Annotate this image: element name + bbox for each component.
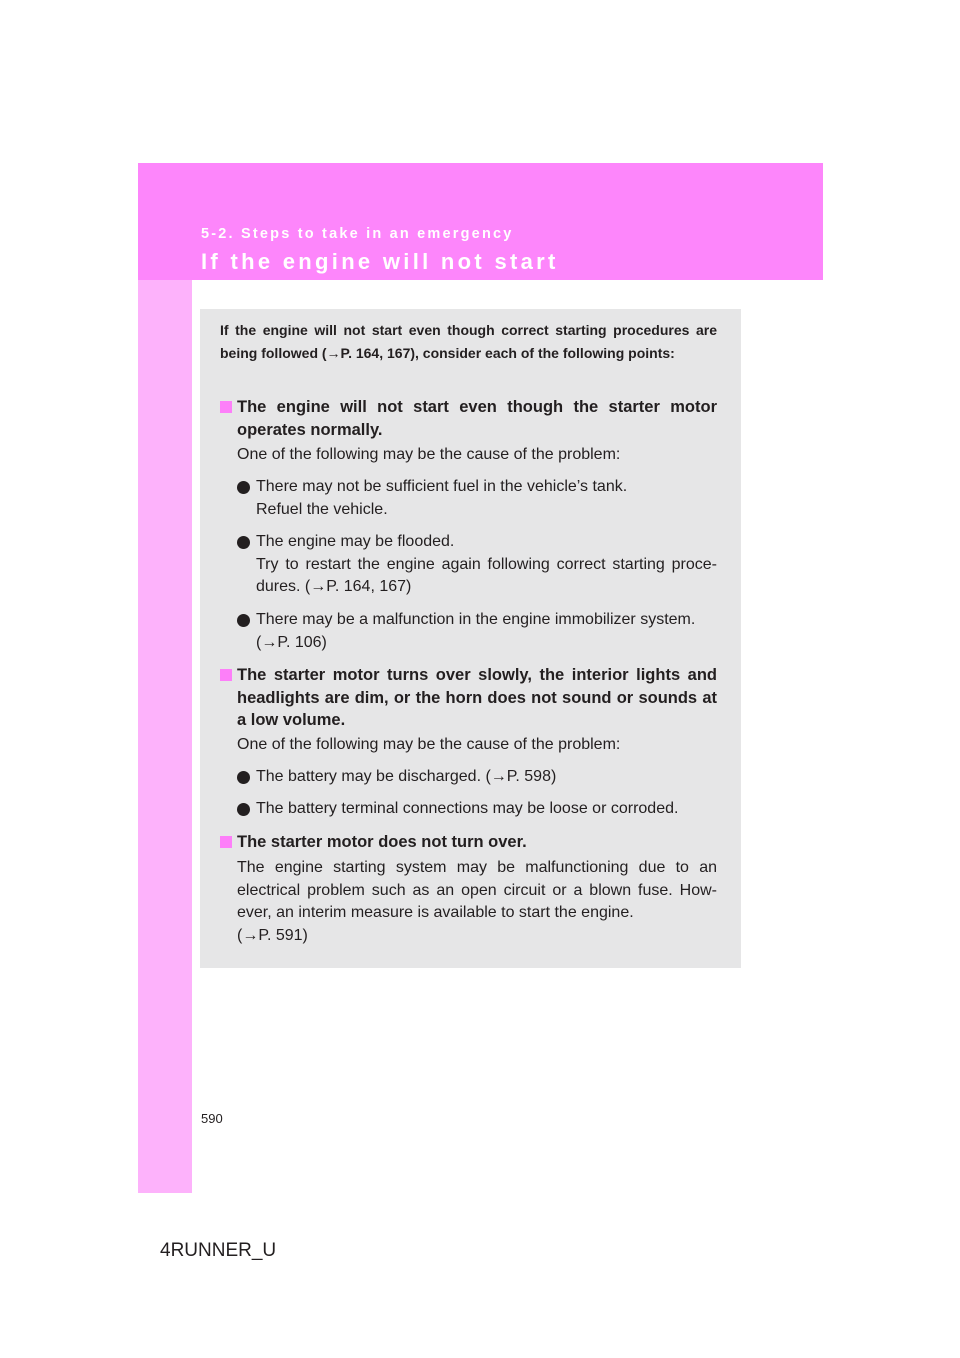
list-item <box>237 476 717 521</box>
issue-heading-text: The starter motor turns over slowly, the interior lights and headlights are dim, or the horn does not sound or sounds at a low volume. <box>237 666 717 729</box>
square-bullet-icon <box>220 401 232 413</box>
issue-heading-text: The starter motor does not turn over. <box>237 833 527 851</box>
bullet-dot-icon <box>237 803 250 816</box>
bullet-dot-icon <box>237 614 250 627</box>
square-bullet-icon <box>220 669 232 681</box>
list-item-line: Try to restart the engine again following correct starting proce-dures. (→P. 164, 167) <box>256 555 717 595</box>
page-number: 590 <box>201 1111 223 1126</box>
list-item-line: The battery terminal connections may be loose or corroded. <box>256 800 679 817</box>
square-bullet-icon <box>220 836 232 848</box>
list-item <box>237 531 717 599</box>
issue-heading <box>220 831 717 854</box>
section-label: 5-2. Steps to take in an emergency <box>201 226 514 242</box>
issue-lead: One of the following may be the cause of the problem: <box>237 446 621 463</box>
list-item-line: There may be a malfunction in the engine immobilizer system. <box>256 611 696 628</box>
list-item-line: The battery may be discharged. (→P. 598) <box>256 768 557 785</box>
issue-body: The engine starting system may be malfunctioning due to an electrical problem such as an open circuit or a blown fuse. How-ever, an interim measure is available to start the engine. <box>237 859 717 921</box>
bullet-dot-icon <box>237 481 250 494</box>
side-strip <box>138 163 192 1193</box>
list-item-line: (→P. 106) <box>256 633 327 651</box>
list-item <box>237 798 717 821</box>
page-title: If the engine will not start <box>201 249 559 274</box>
issue-heading <box>220 664 717 732</box>
bullet-dot-icon <box>237 536 250 549</box>
issue-heading-text: The engine will not start even though the starter motor operates normally. <box>237 398 717 439</box>
list-item <box>237 766 717 789</box>
list-item <box>237 609 717 654</box>
bullet-dot-icon <box>237 771 250 784</box>
list-item-line: The engine may be flooded. <box>256 533 455 550</box>
intro-text: If the engine will not start even though correct starting procedures are being followed (→P. 164, 167), consider each of the following points: <box>220 322 717 361</box>
list-item-line: Refuel the vehicle. <box>256 500 388 518</box>
footer-code: 4RUNNER_U <box>160 1240 277 1261</box>
content-box <box>200 309 741 968</box>
issue-heading <box>220 396 717 441</box>
issue-lead: One of the following may be the cause of the problem: <box>237 736 621 753</box>
issue-reference: (→P. 591) <box>237 927 308 944</box>
list-item-line: There may not be sufficient fuel in the vehicle’s tank. <box>256 478 628 495</box>
